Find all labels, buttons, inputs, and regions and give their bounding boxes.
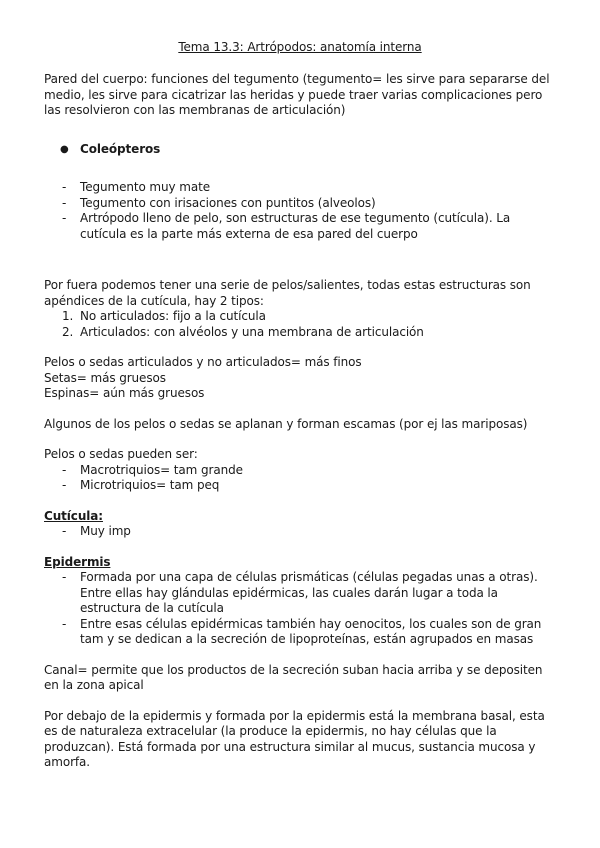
- intro-paragraph: Pared del cuerpo: funciones del tegumento (tegumento= les sirve para separarse del medio, les sirve para cicatrizar las heridas y puede traer varias complicaciones pero las resolvieron con las membranas de articulación): [44, 72, 550, 117]
- pelos-intro: Por fuera podemos tener una serie de pelos/salientes, todas estas estructuras son apéndices de la cutícula, hay 2 tipos:: [44, 278, 531, 308]
- epidermis-list: [44, 570, 560, 648]
- pelos-types-list: [44, 309, 560, 340]
- list-item: - Microtriquios= tam peq: [62, 478, 220, 492]
- list-item: - Tegumento muy mate: [62, 180, 210, 194]
- list-item: - Tegumento con irisaciones con puntitos (alveolos): [62, 195, 376, 210]
- list-item: - Formada por una capa de células prismáticas (células pegadas unas a otras). Entre ellas hay glándulas epidérmicas, las cuales darán lugar a toda la estructura de la cutícula: [62, 570, 538, 615]
- list-item: 1. No articulados: fijo a la cutícula: [62, 309, 266, 323]
- list-item: - Entre esas células epidérmicas también hay oenocitos, los cuales son de gran tam y se dedican a la secreción de lipoproteínas, están agrupados en masas: [62, 616, 542, 646]
- cuticula-heading: Cutícula:: [44, 508, 103, 523]
- epidermis-heading: Epidermis: [44, 554, 111, 569]
- setas-line: Setas= más gruesos: [44, 370, 166, 385]
- tipos-intro: Pelos o sedas pueden ser:: [44, 447, 198, 461]
- espinas-line: Espinas= aún más gruesos: [44, 386, 205, 400]
- coleopteros-bullet: [60, 142, 560, 158]
- page-title: Tema 13.3: Artrópodos: anatomía interna: [178, 40, 422, 54]
- canal-paragraph: Canal= permite que los productos de la secreción suban hacia arriba y se depositen en la zona apical: [44, 662, 543, 692]
- list-item: 2. Articulados: con alvéolos y una membrana de articulación: [62, 324, 424, 339]
- list-item: - Macrotriquios= tam grande: [62, 462, 243, 477]
- list-item: - Muy imp: [62, 524, 131, 538]
- membrana-paragraph: Por debajo de la epidermis y formada por la epidermis está la membrana basal, esta es de naturaleza extracelular (la produce la epidermis, no hay células que la produzcan). Está formada por una estructura similar al mucus, sustancia mucosa y amorfa.: [44, 708, 545, 769]
- bullet-label: Coleópteros: [80, 141, 161, 156]
- escamas-paragraph: Algunos de los pelos o sedas se aplanan y forman escamas (por ej las mariposas): [44, 416, 528, 431]
- cuticula-list: [44, 524, 560, 540]
- list-item: - Artrópodo lleno de pelo, son estructuras de ese tegumento (cutícula). La cutícula es la parte más externa de esa pared del cuerpo: [62, 211, 511, 241]
- document-body: [44, 72, 560, 771]
- bullet-icon: ●: [60, 143, 69, 155]
- sedas-line: Pelos o sedas articulados y no articulados= más finos: [44, 355, 362, 369]
- tipos-list: [44, 463, 560, 494]
- coleopteros-list: [44, 180, 560, 242]
